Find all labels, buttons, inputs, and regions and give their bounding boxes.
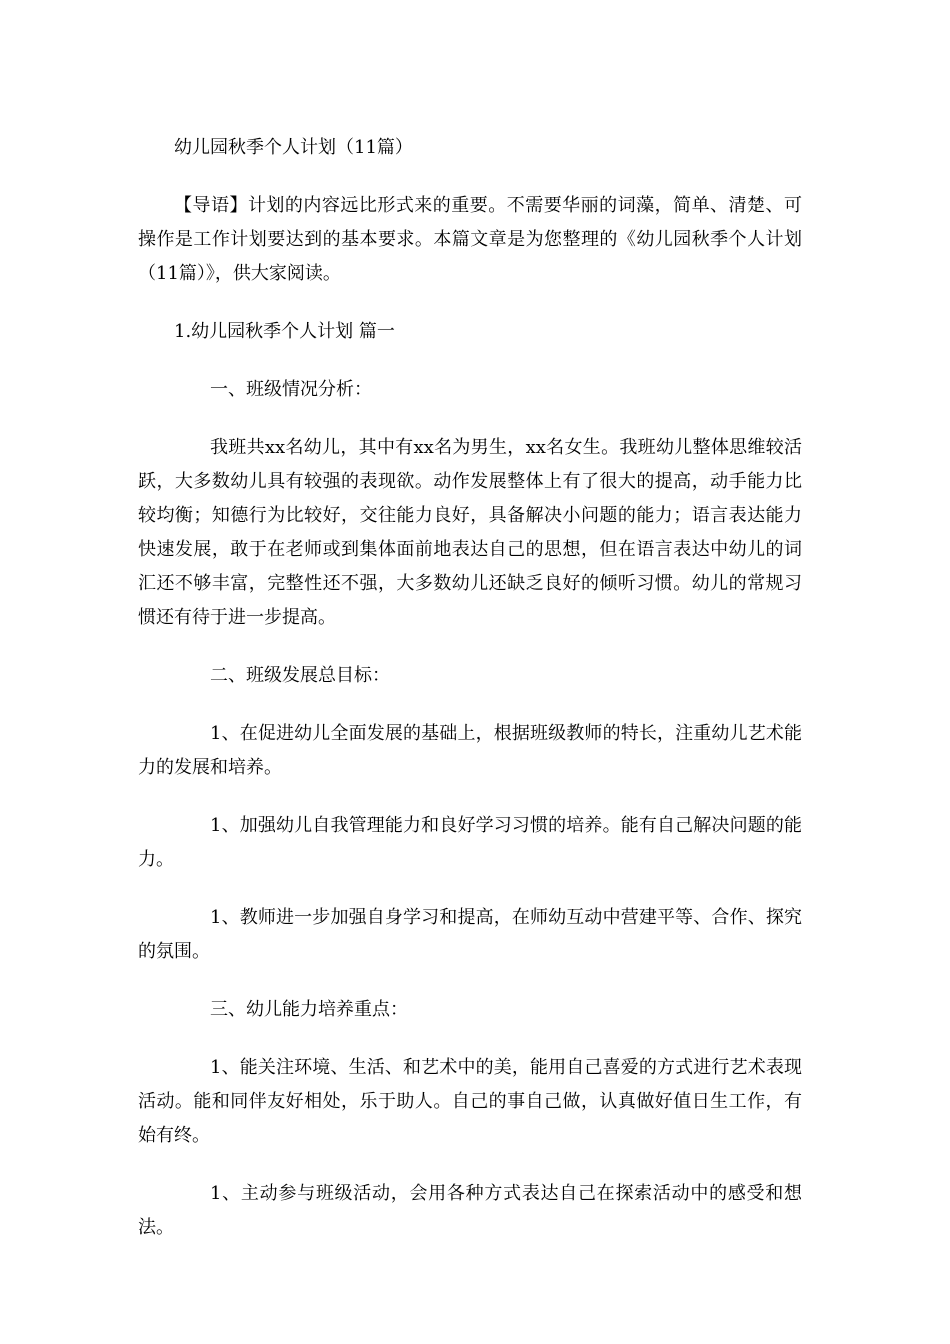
document-title: 幼儿园秋季个人计划（11篇） [174,137,413,158]
subheading-overall-goals: 二、班级发展总目标： [210,665,390,686]
subheading-class-analysis: 一、班级情况分析： [210,379,372,400]
subheading-ability-focus: 三、幼儿能力培养重点： [210,999,408,1020]
lead-paragraph: 【导语】计划的内容远比形式来的重要。不需要华丽的词藻，简单、清楚、可操作是工作计划要达到的基本要求。本篇文章是为您整理的《幼儿园秋季个人计划（11篇）》，供大家阅读。 [138,195,802,284]
paragraph-focus-participation: 1、主动参与班级活动，会用各种方式表达自己在探索活动中的感受和想法。 [138,1183,802,1238]
paragraph-focus-beauty: 1、能关注环境、生活、和艺术中的美，能用自己喜爱的方式进行艺术表现活动。能和同伴友好相处，乐于助人。自己的事自己做，认真做好值日生工作，有始有终。 [138,1057,802,1146]
paragraph-goal-self-management: 1、加强幼儿自我管理能力和良好学习习惯的培养。能有自己解决问题的能力。 [138,815,802,870]
section-title: 1.幼儿园秋季个人计划 篇一 [174,321,395,342]
paragraph-goal-art: 1、在促进幼儿全面发展的基础上，根据班级教师的特长，注重幼儿艺术能力的发展和培养。 [138,723,802,778]
paragraph-class-analysis: 我班共xx名幼儿，其中有xx名为男生，xx名女生。我班幼儿整体思维较活跃，大多数幼儿具有较强的表现欲。动作发展整体上有了很大的提高，动手能力比较均衡；知德行为比较好，交往能力良好，具备解决小问题的能力；语言表达能力快速发展，敢于在老师或到集体面前地表达自己的思想，但在语言表达中幼儿的词汇还不够丰富，完整性还不强，大多数幼儿还缺乏良好的倾听习惯。幼儿的常规习惯还有待于进一步提高。 [138,437,802,628]
document-body [138,131,802,1269]
paragraph-goal-teacher: 1、教师进一步加强自身学习和提高，在师幼互动中营建平等、合作、探究的氛围。 [138,907,802,962]
